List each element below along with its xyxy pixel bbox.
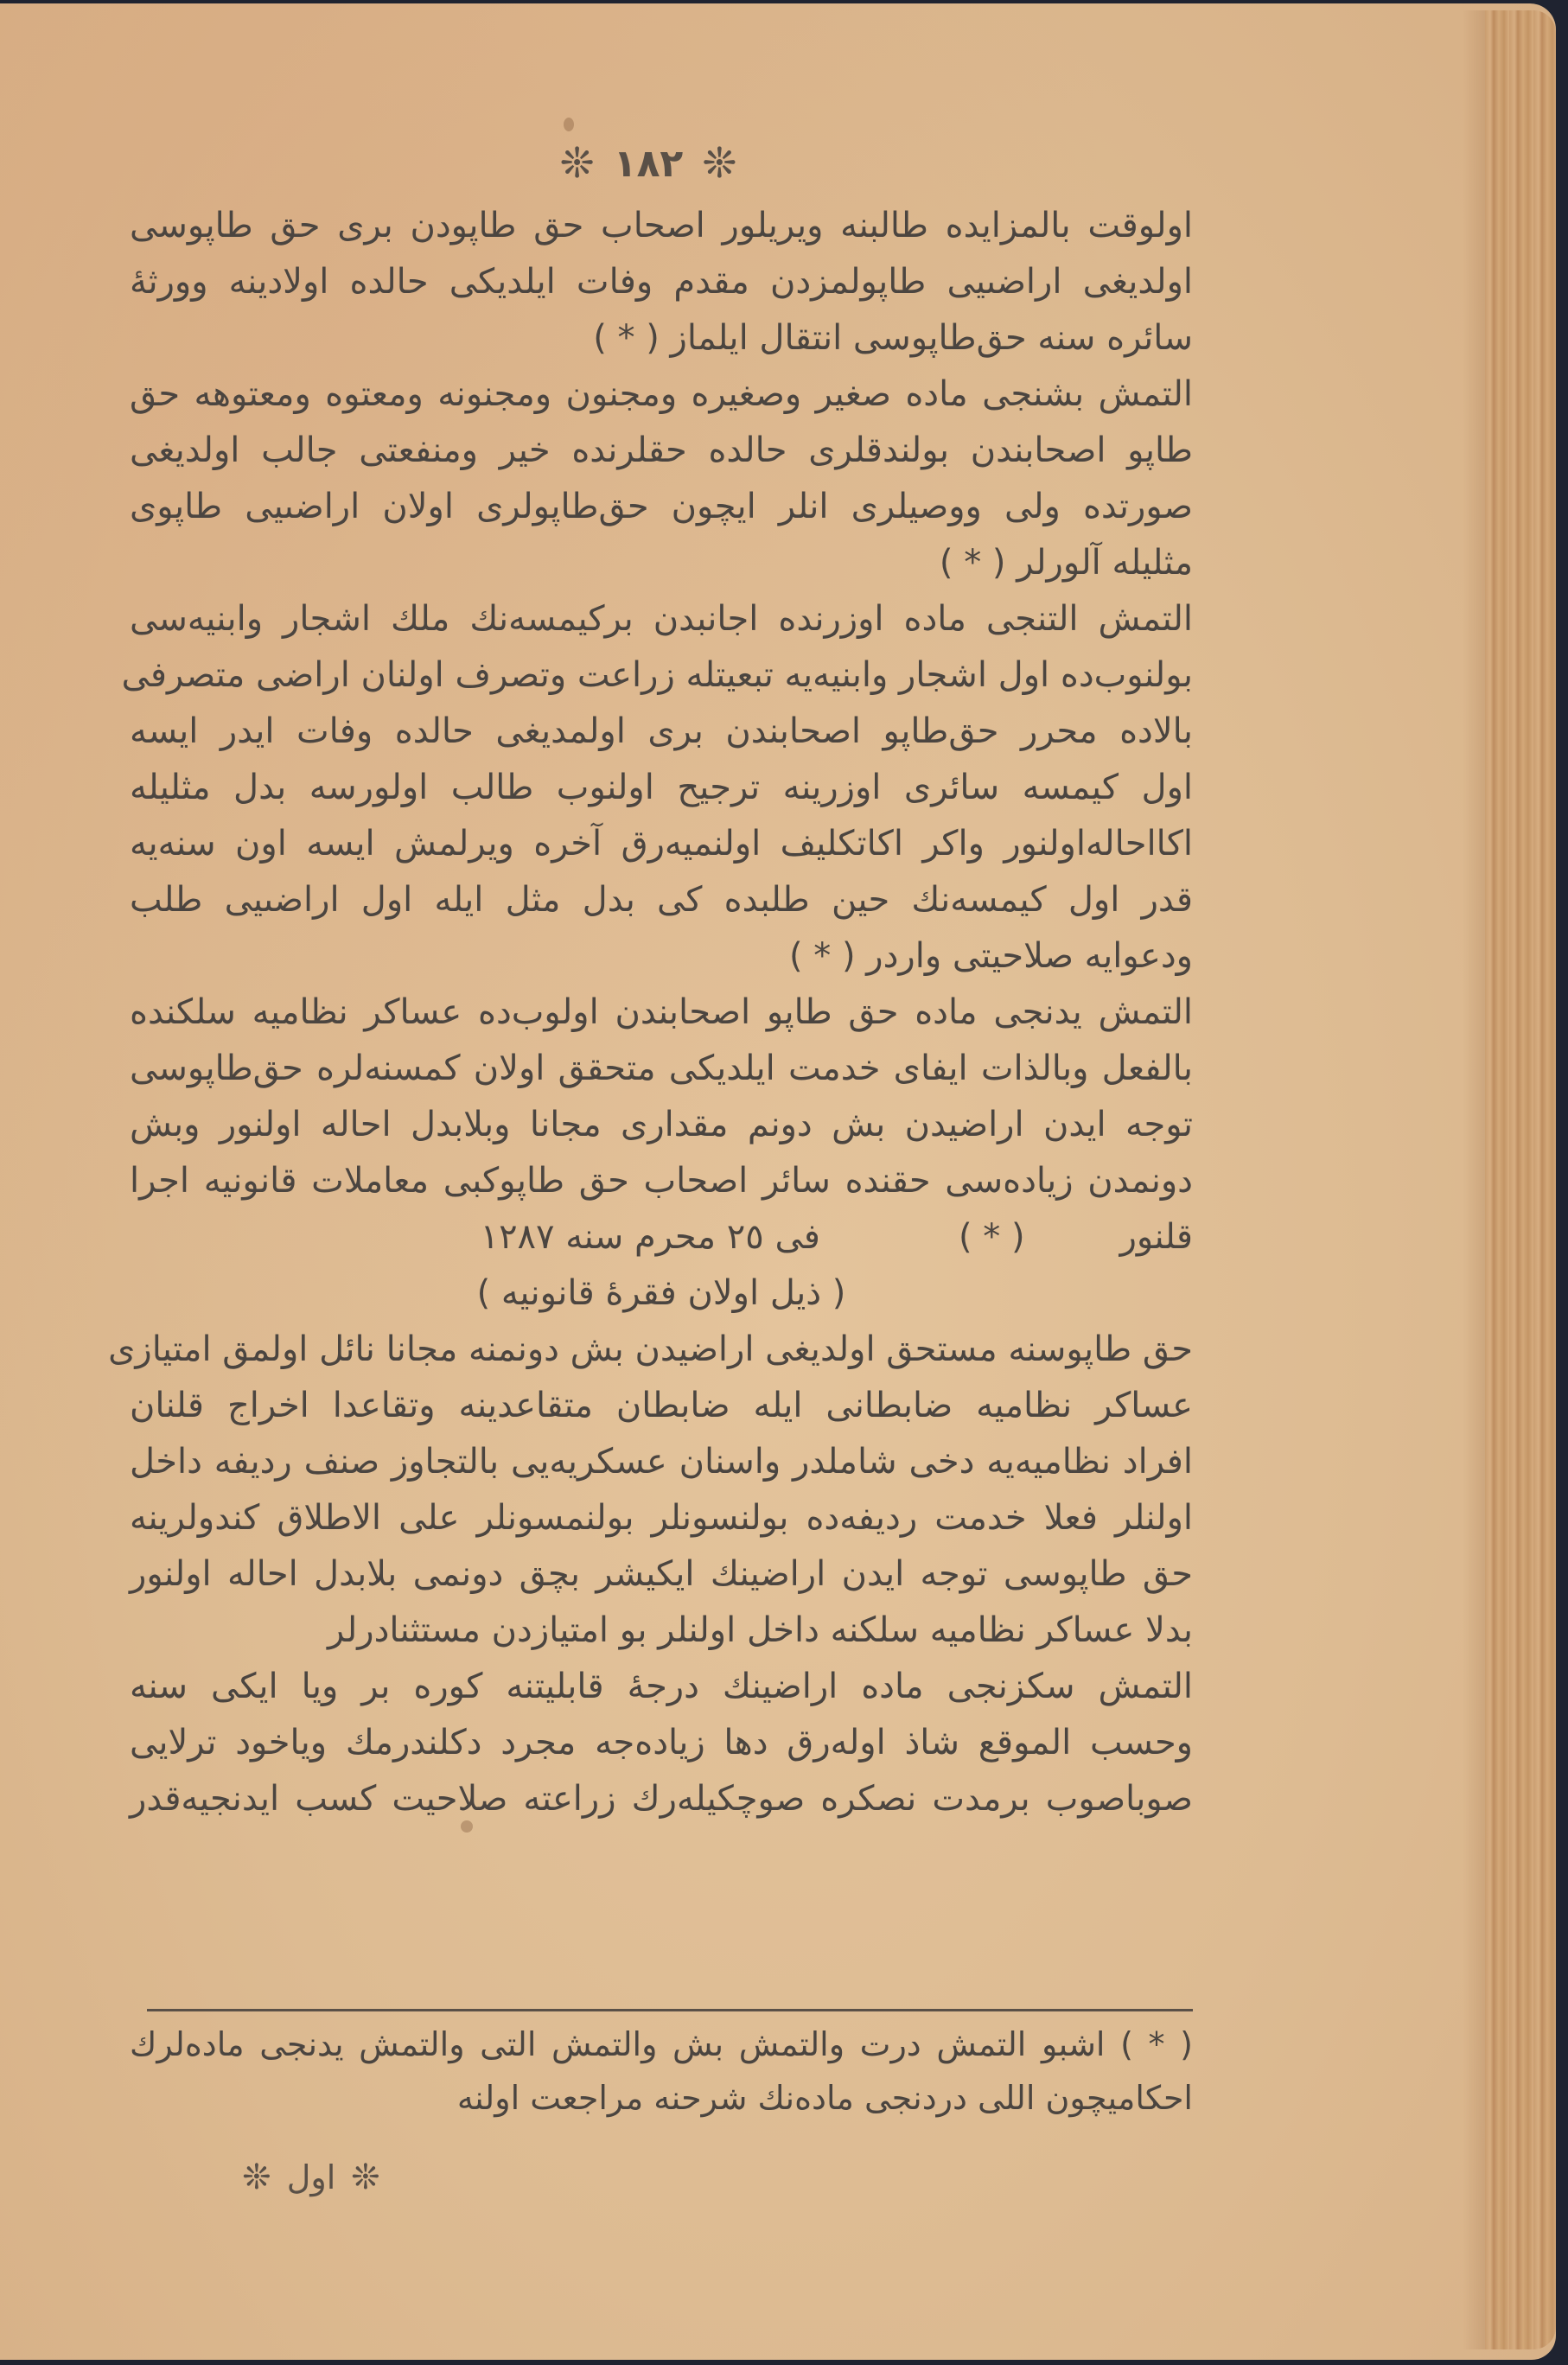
decree-date: فى ٢٥ محرم سنه ١٢٨٧ <box>480 1217 820 1257</box>
text-line: طاپو اصحابندن بولندقلرى حالده حقلرنده خير ومنفعتى جالب اولديغى <box>130 430 1193 470</box>
text-line: صوباصوب برمدت نصكره صوچكيله‌رك زراعته صلاحيت كسب ايدنجيه‌قدر <box>130 1779 1193 1819</box>
text-line: سائره سنه حق‌طاپوسى انتقال ايلماز ( * ) <box>593 318 1193 358</box>
footnote-divider <box>147 2009 1193 2011</box>
text-line: بالفعل وبالذات ايفاى خدمت ايلديكى متحقق اولان كمسنه‌لره حق‌طاپوسى <box>130 1049 1193 1088</box>
appendix-line: بدلا عساكر نظاميه سلكنه داخل اولنلر بو امتيازدن مستثنادرلر <box>328 1610 1193 1650</box>
appendix-line: افراد نظاميه‌يه دخى شاملدر واسنان عسكريه‌يى بالتجاوز صنف رديفه داخل <box>130 1442 1193 1482</box>
page-header <box>559 133 737 194</box>
text-line: اولديغى اراضىيى طاپولمزدن مقدم وفات ايلديكى حالده اولادينه وورثهٔ <box>130 262 1193 302</box>
appendix-line: حق طاپوسى توجه ايدن اراضينك ايكيشر بچق دونمى بلابدل احاله اولنور <box>130 1554 1193 1594</box>
catchword <box>225 2147 398 2208</box>
text-line: صورتده ولى ووصيلرى انلر ايچون حق‌طاپولرى اولان اراضىيى طاپوى <box>130 487 1193 526</box>
text-line: قدر اول كيمسه‌نك حين طلبده كى بدل مثل ايله اول اراضىيى طلب <box>130 880 1193 920</box>
ink-spot <box>564 118 574 131</box>
date-line <box>130 1209 1193 1265</box>
text-line: اولوقت بالمزايده طالبنه ويريلور اصحاب حق طاپودن برى حق طاپوسى <box>130 206 1193 245</box>
text-line: اكااحاله‌اولنور واكر اكاتكليف اولنميه‌رق آخره ويرلمش ايسه اون سنه‌يه <box>130 824 1193 864</box>
flower-ornament-icon: ❊ <box>559 139 595 188</box>
appendix-line: حق طاپوسنه مستحق اولديغى اراضيدن بش دونمنه مجانا نائل اولمق امتيازى <box>108 1329 1193 1369</box>
catchword-text: اول <box>286 2158 336 2196</box>
page-edges <box>1485 10 1556 2349</box>
article-67-heading-line: التمش يدنجى ماده حق طاپو اصحابندن اولوب‌ده عساكر نظاميه سلكنده <box>130 992 1193 1032</box>
text-line: اول كيمسه سائرى اوزرينه ترجيح اولنوب طالب اولورسه بدل مثليله <box>130 768 1193 807</box>
appendix-line: عساكر نظاميه ضابطانى ايله ضابطان متقاعدينه وتقاعدا اخراج قلنان <box>130 1386 1193 1425</box>
appendix-line: اولنلر فعلا خدمت رديفه‌ده بولنسونلر بولنمسونلر على الاطلاق كندولرينه <box>130 1498 1193 1538</box>
main-text <box>108 198 1193 1827</box>
text-line: وحسب الموقع شاذ اوله‌رق دها زياده‌جه مجرد دكلندرمك وياخود ترلايى <box>130 1723 1193 1763</box>
text-line: مثليله آلورلر ( * ) <box>939 543 1193 583</box>
text-line: توجه ايدن اراضيدن بش دونم مقدارى مجانا وبلابدل احاله اولنور وبش <box>130 1105 1193 1144</box>
date-line-word: قلنور <box>1119 1217 1193 1257</box>
flower-ornament-icon: ❊ <box>242 2158 271 2197</box>
footnote-line: ( * ) اشبو التمش درت والتمش بش والتمش التى والتمش يدنجى ماده‌لرك <box>130 2025 1193 2063</box>
flower-ornament-icon: ❊ <box>702 139 737 188</box>
footnote-line: احكاميچون اللى دردنجى ماده‌نك شرحنه مراجعت اولنه <box>456 2079 1193 2117</box>
text-line: بالاده محرر حق‌طاپو اصحابندن برى اولمديغى حالده وفات ايدر ايسه <box>130 711 1193 751</box>
section-title: ( ذيل اولان فقرهٔ قانونيه ) <box>476 1273 846 1313</box>
footnote <box>130 2018 1193 2125</box>
text-line: بولنوب‌ده اول اشجار وابنيه‌يه تبعيتله زراعت وتصرف اولنان اراضى متصرفى <box>121 655 1193 695</box>
footnote-marker: ( * ) <box>958 1217 1025 1257</box>
book-page <box>0 3 1556 2360</box>
text-line: ودعوايه صلاحيتى واردر ( * ) <box>788 936 1193 976</box>
article-65-heading-line: التمش بشنجى ماده صغير وصغيره ومجنون ومجنونه ومعتوه ومعتوهه حق <box>130 374 1193 414</box>
page-number: ١٨٢ <box>613 141 684 186</box>
text-line: دونمدن زياده‌سى حقنده سائر اصحاب حق طاپوكبى معاملات قانونيه اجرا <box>130 1161 1193 1201</box>
article-68-heading-line: التمش سكزنجى ماده اراضينك درجهٔ قابليتنه كوره بر ويا ايكى سنه <box>130 1667 1193 1706</box>
article-66-heading-line: التمش التنجى ماده اوزرنده اجانبدن بركيمسه‌نك ملك اشجار وابنيه‌سى <box>130 599 1193 639</box>
flower-ornament-icon: ❊ <box>351 2158 380 2197</box>
